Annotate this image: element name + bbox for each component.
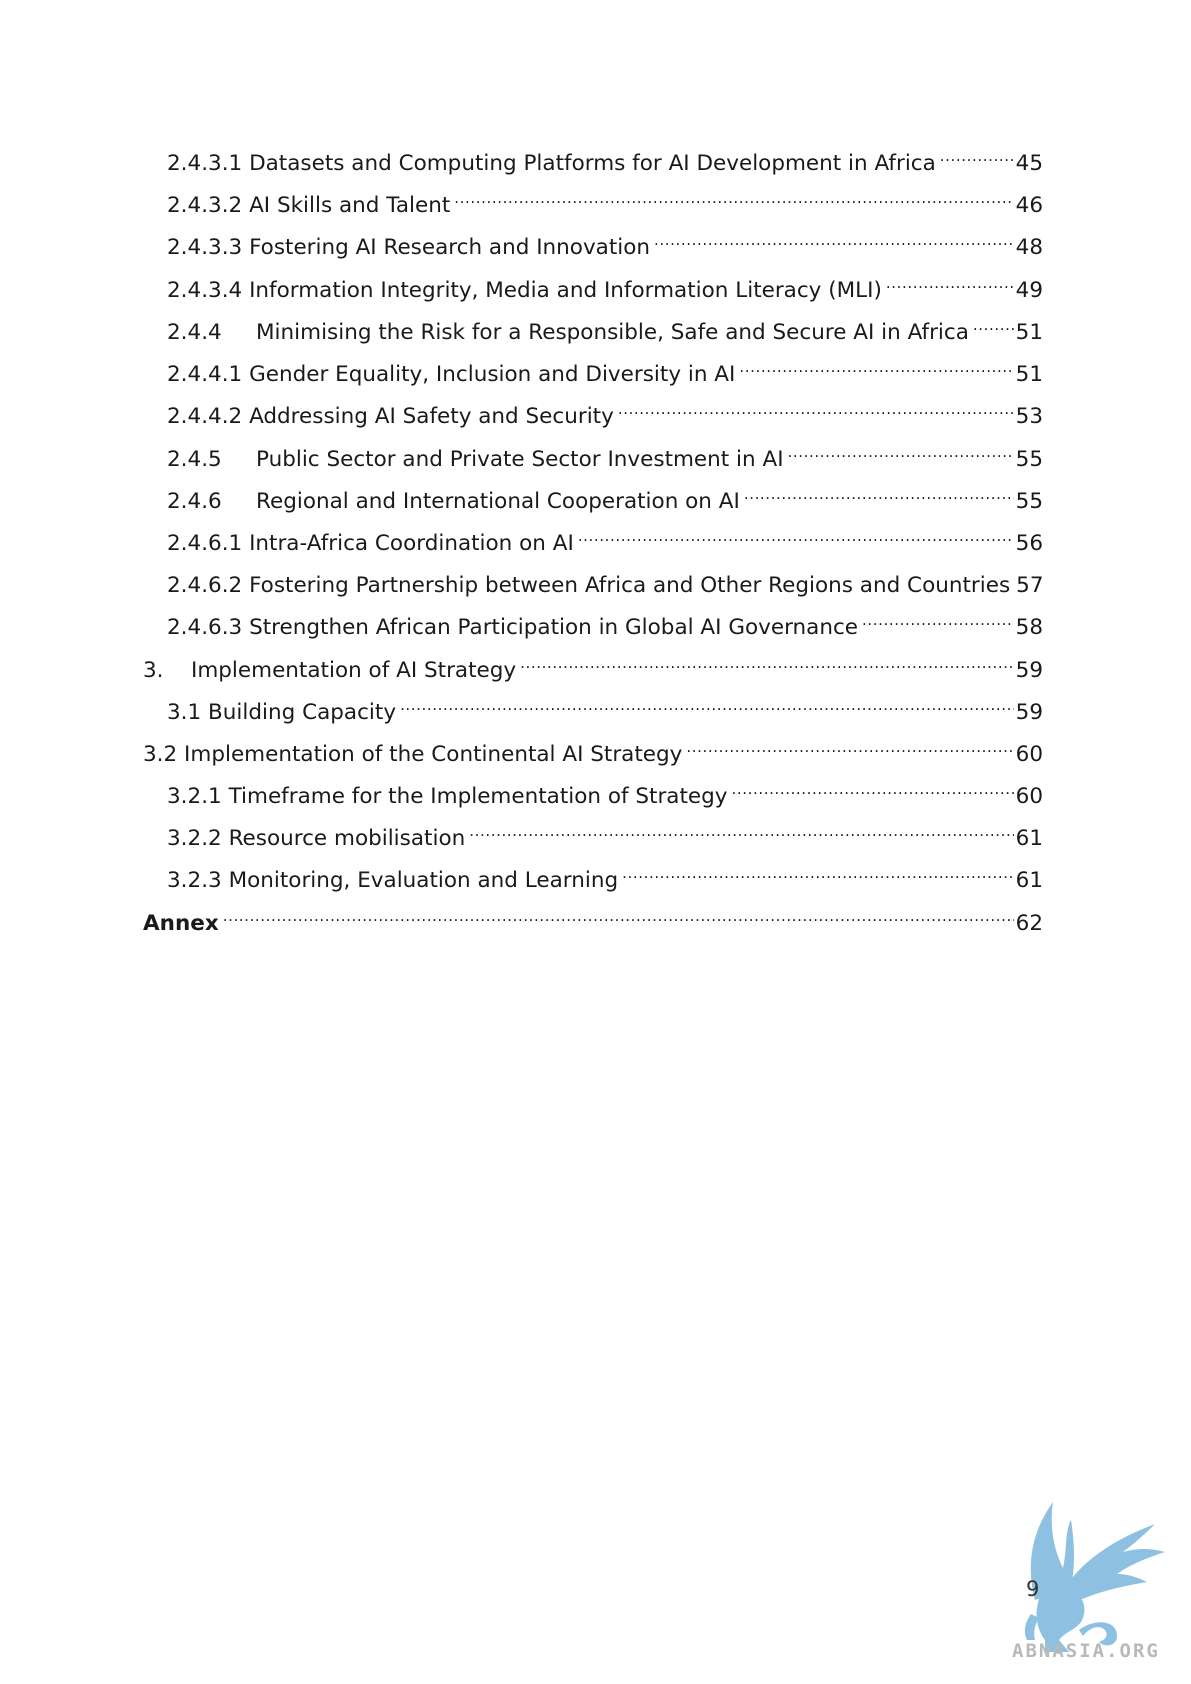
toc-entry[interactable] <box>167 309 1043 345</box>
toc-entry-title: Minimising the Risk for a Responsible, Safe and Secure AI in Africa <box>256 320 969 345</box>
toc-entry-number: 3.1 <box>167 700 202 725</box>
dot-leader <box>788 436 1014 466</box>
toc-entry[interactable] <box>143 900 1043 936</box>
toc-entry-page: 58 <box>1015 615 1043 640</box>
toc-entry-title: Gender Equality, Inclusion and Diversity in AI <box>249 362 736 387</box>
toc-entry-title: Regional and International Cooperation on AI <box>256 489 740 514</box>
toc-entry-title: Implementation of AI Strategy <box>191 658 517 683</box>
toc-entry-page: 55 <box>1015 489 1043 514</box>
toc-entry-page: 45 <box>1015 151 1043 176</box>
toc-entry-number: 2.4.6.2 <box>167 573 243 598</box>
toc-entry-title: Strengthen African Participation in Global AI Governance <box>249 615 859 640</box>
toc-entry-title: Building Capacity <box>208 700 397 725</box>
toc-entry-number: 2.4.3.2 <box>167 193 243 218</box>
toc-entry-page: 53 <box>1015 404 1043 429</box>
toc-entry-title: Fostering AI Research and Innovation <box>249 235 651 260</box>
toc-entry[interactable] <box>167 815 1043 851</box>
toc-entry[interactable] <box>167 224 1043 260</box>
dot-leader <box>223 900 1014 930</box>
toc-entry[interactable] <box>167 773 1043 809</box>
toc-entry-number: 2.4.6.1 <box>167 531 243 556</box>
toc-entry-title: AI Skills and Talent <box>249 193 451 218</box>
toc-entry-page: 57 <box>1016 573 1044 598</box>
toc-entry-page: 55 <box>1015 447 1043 472</box>
toc-entry-page: 61 <box>1015 868 1043 893</box>
toc-entry[interactable] <box>167 562 1044 598</box>
dot-leader <box>940 140 1014 170</box>
dot-leader <box>622 857 1014 887</box>
toc-entry[interactable] <box>167 351 1043 387</box>
dot-leader <box>578 520 1014 550</box>
toc-entry-title: Annex <box>143 911 219 936</box>
toc-entry-title: Addressing AI Safety and Security <box>249 404 614 429</box>
toc-entry-page: 60 <box>1015 784 1043 809</box>
toc-entry[interactable] <box>167 689 1043 725</box>
dot-leader <box>686 731 1013 761</box>
dot-leader <box>744 478 1014 508</box>
toc-entry-page: 59 <box>1015 658 1043 683</box>
toc-entry-number: 2.4.6.3 <box>167 615 243 640</box>
toc-entry[interactable] <box>167 604 1043 640</box>
toc-entry[interactable] <box>167 393 1043 429</box>
toc-entry[interactable] <box>167 182 1043 218</box>
page-number: 9 <box>1026 1577 1040 1601</box>
toc-entry[interactable] <box>143 731 1043 767</box>
toc-entry-number: 3.2.3 <box>167 868 222 893</box>
toc-entry-page: 61 <box>1015 826 1043 851</box>
dot-leader <box>732 773 1014 803</box>
toc-entry-title: Information Integrity, Media and Information Literacy (MLI) <box>249 278 882 303</box>
dot-leader <box>886 267 1014 297</box>
dot-leader <box>618 393 1014 423</box>
toc-entry[interactable] <box>167 857 1043 893</box>
toc-entry-page: 48 <box>1015 235 1043 260</box>
toc-entry[interactable] <box>167 520 1043 556</box>
toc-entry[interactable] <box>167 140 1043 176</box>
toc-entry[interactable] <box>167 267 1043 303</box>
toc-entry-page: 51 <box>1015 320 1043 345</box>
toc-entry-title: Resource mobilisation <box>228 826 466 851</box>
watermark-text: ABNASIA.ORG <box>1012 1640 1160 1662</box>
toc-entry-number: 2.4.4.1 <box>167 362 243 387</box>
dot-leader <box>862 604 1014 634</box>
toc-entry-number: 2.4.3.1 <box>167 151 243 176</box>
toc-entry-number: 3. <box>143 658 164 683</box>
toc-entry-page: 62 <box>1015 911 1043 936</box>
dot-leader <box>654 224 1014 254</box>
toc-entry-number: 3.2.2 <box>167 826 222 851</box>
dot-leader <box>739 351 1013 381</box>
griffin-logo-icon <box>1005 1490 1185 1660</box>
toc-entry-page: 46 <box>1015 193 1043 218</box>
dot-leader <box>520 647 1014 677</box>
toc-entry-title: Intra-Africa Coordination on AI <box>249 531 574 556</box>
toc-entry-title: Datasets and Computing Platforms for AI Development in Africa <box>249 151 936 176</box>
toc-entry-number: 2.4.5 <box>167 447 222 472</box>
toc-entry-number: 3.2 <box>143 742 178 767</box>
toc-entry-page: 51 <box>1015 362 1043 387</box>
toc-entry-title: Implementation of the Continental AI Strategy <box>184 742 683 767</box>
toc-entry-number: 2.4.4.2 <box>167 404 243 429</box>
toc-entry-number: 2.4.6 <box>167 489 222 514</box>
toc-entry-page: 59 <box>1015 700 1043 725</box>
toc-entry-page: 60 <box>1015 742 1043 767</box>
toc-entry-number: 2.4.3.4 <box>167 278 243 303</box>
toc-entry-number: 3.2.1 <box>167 784 222 809</box>
toc-entry[interactable] <box>167 436 1043 472</box>
toc-entry[interactable] <box>167 478 1043 514</box>
toc-entry-number: 2.4.4 <box>167 320 222 345</box>
toc-entry-number: 2.4.3.3 <box>167 235 243 260</box>
dot-leader <box>454 182 1013 212</box>
toc-entry-title: Monitoring, Evaluation and Learning <box>228 868 619 893</box>
dot-leader <box>973 309 1014 339</box>
toc-entry-page: 56 <box>1015 531 1043 556</box>
toc-entry-title: Public Sector and Private Sector Investment in AI <box>256 447 784 472</box>
dot-leader <box>469 815 1013 845</box>
toc-entry-title: Fostering Partnership between Africa and Other Regions and Countries <box>249 573 1011 598</box>
toc-entry[interactable] <box>143 647 1043 683</box>
toc-entry-title: Timeframe for the Implementation of Strategy <box>228 784 728 809</box>
dot-leader <box>400 689 1014 719</box>
toc-entry-page: 49 <box>1015 278 1043 303</box>
